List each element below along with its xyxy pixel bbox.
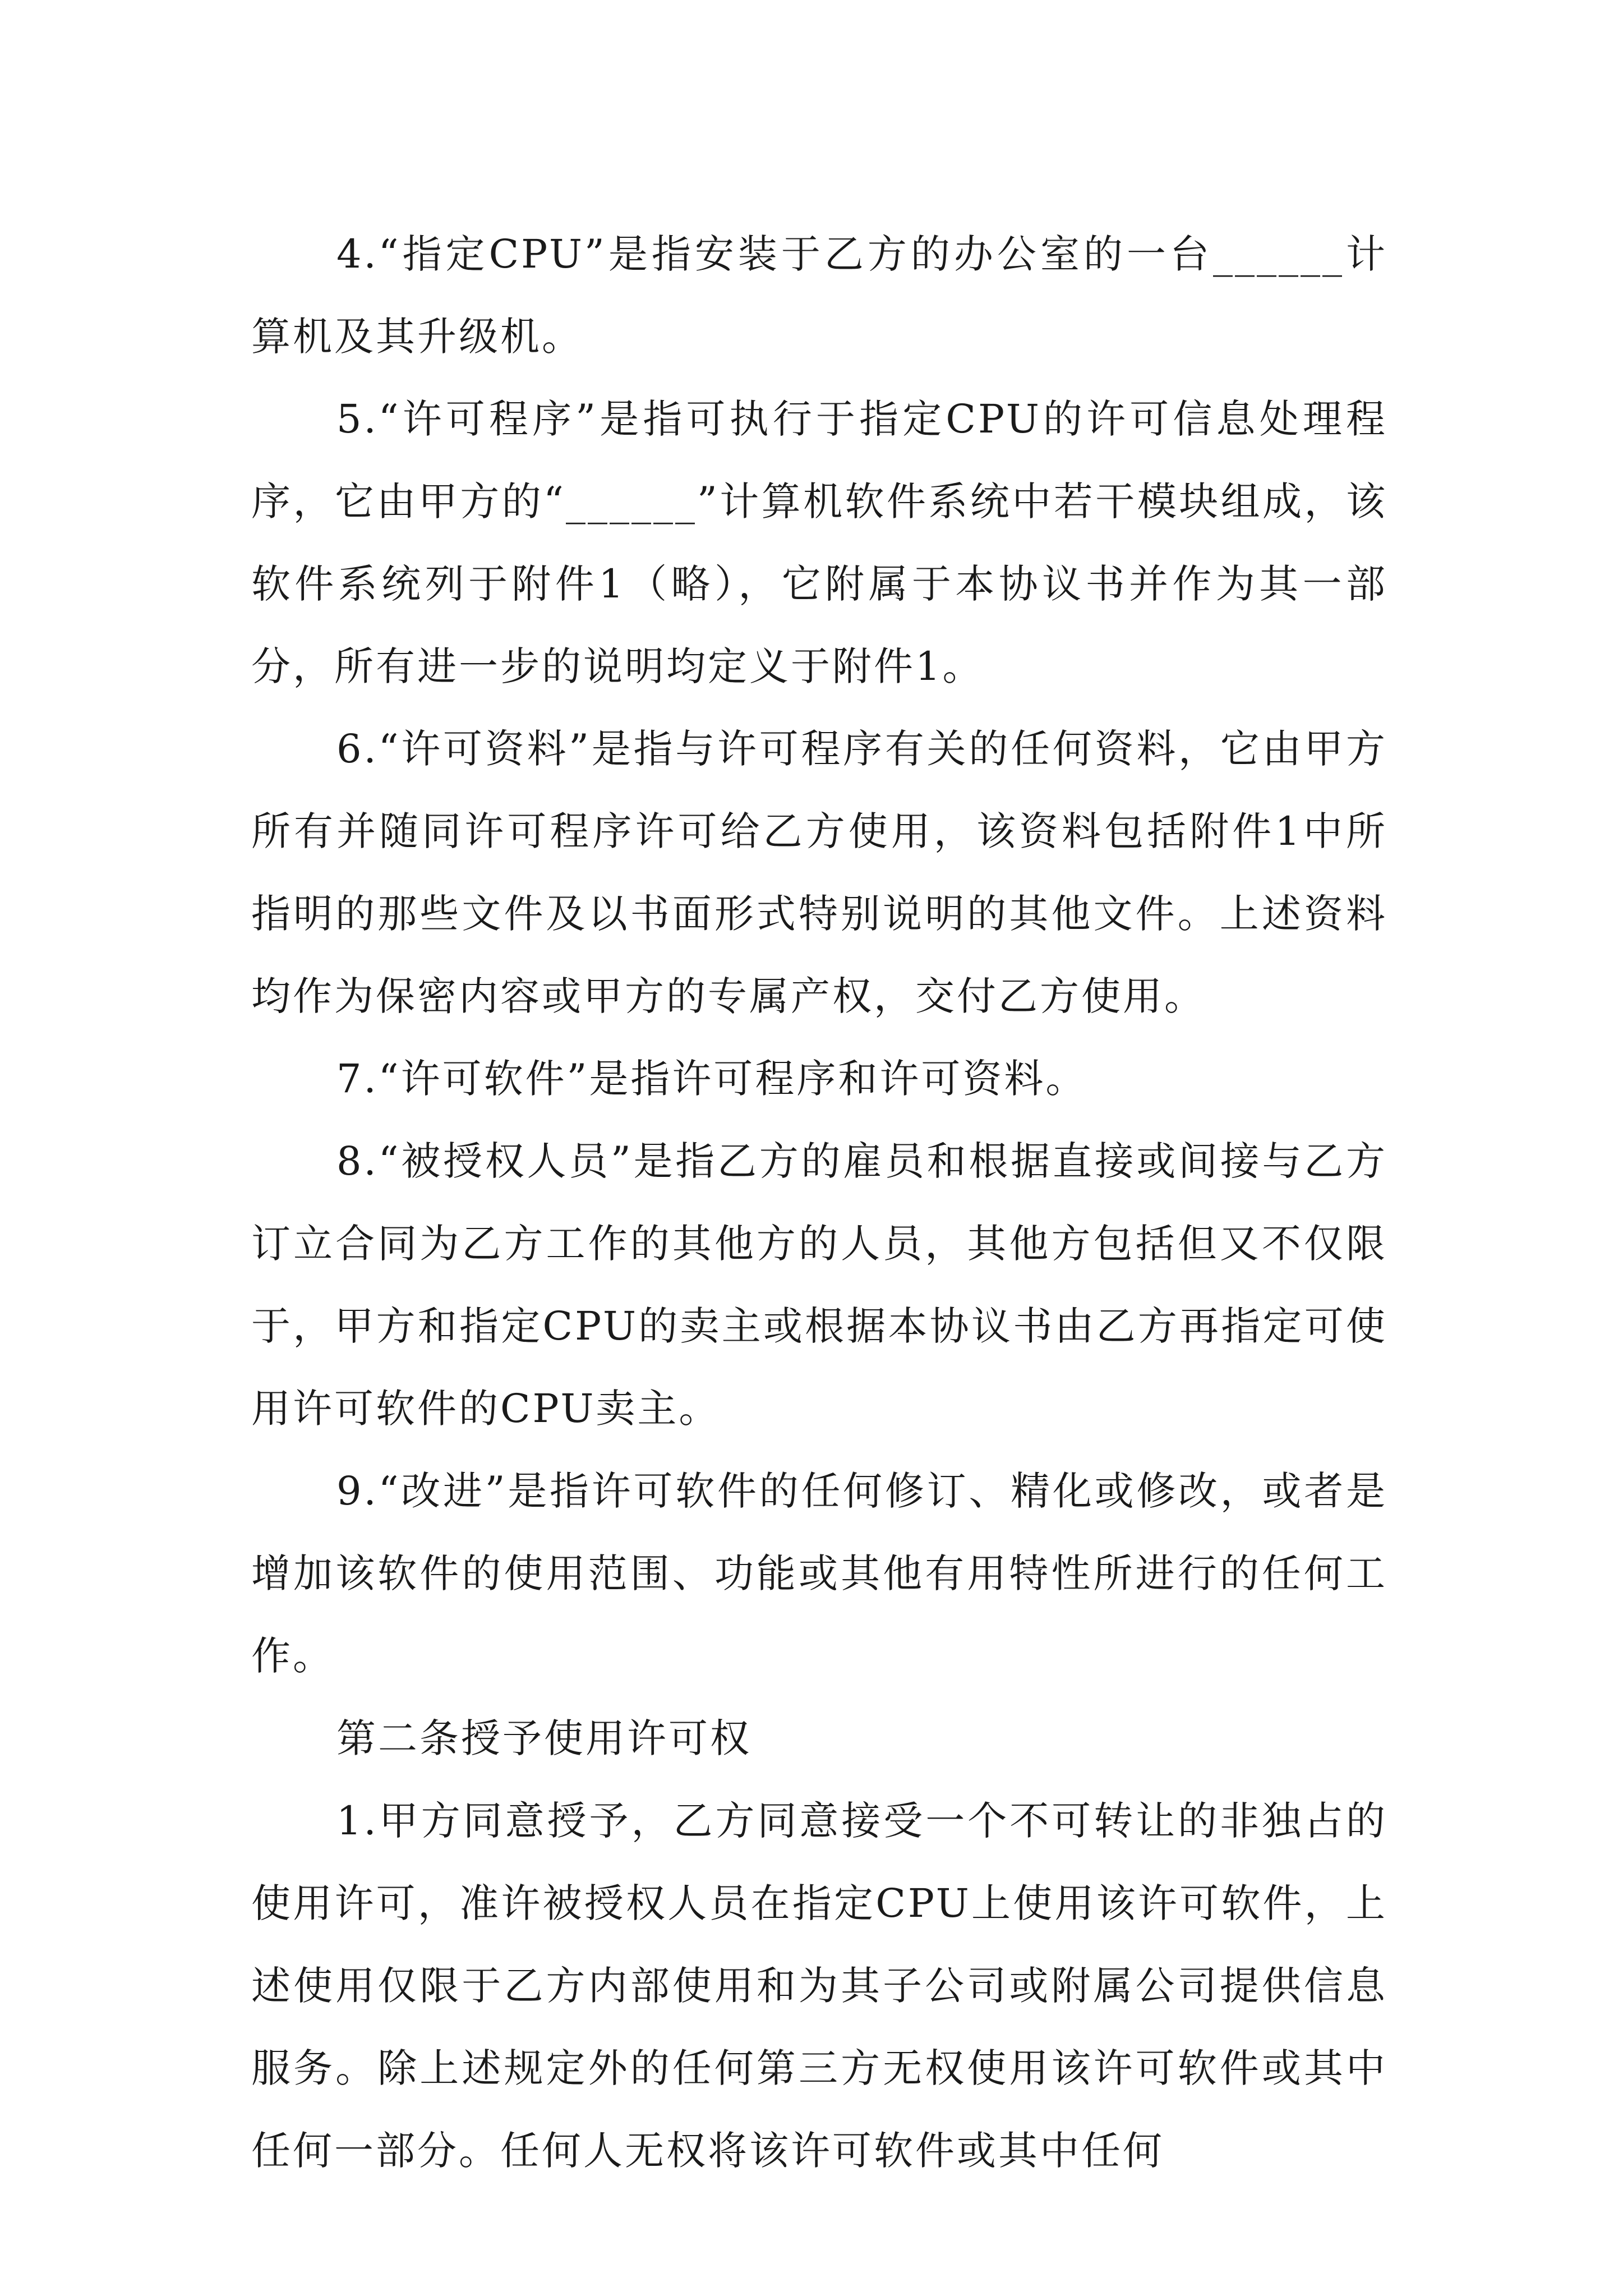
- section-heading: 第二条授予使用许可权: [336, 1715, 751, 1761]
- paragraph-definition-4: 4.“指定CPU”是指安装于乙方的办公室的一台______计算机及其升级机。: [251, 231, 1387, 360]
- document-body: [251, 213, 1387, 2192]
- paragraph-definition-5: 5.“许可程序”是指可执行于指定CPU的许可信息处理程序，它由甲方的“______”计算机软件系统中若干模块组成，该软件系统列于附件1（略），它附属于本协议书并作为其一部分，所有进一步的说明均定义于附件1。: [251, 396, 1387, 689]
- paragraph-definition-7: 7.“许可软件”是指许可程序和许可资料。: [336, 1056, 1087, 1102]
- paragraph-definition-8: 8.“被授权人员”是指乙方的雇员和根据直接或间接与乙方订立合同为乙方工作的其他方的人员，其他方包括但又不仅限于，甲方和指定CPU的卖主或根据本协议书由乙方再指定可使用许可软件的CPU卖主。: [251, 1138, 1387, 1432]
- paragraph-license-grant-1: 1.甲方同意授予，乙方同意接受一个不可转让的非独占的使用许可，准许被授权人员在指定CPU上使用该许可软件，上述使用仅限于乙方内部使用和为其子公司或附属公司提供信息服务。除上述规定外的任何第三方无权使用该许可软件或其中任何一部分。任何人无权将该许可软件或其中任何: [251, 1798, 1387, 2174]
- paragraph-definition-9: 9.“改进”是指许可软件的任何修订、精化或修改，或者是增加该软件的使用范围、功能或其他有用特性所进行的任何工作。: [251, 1468, 1387, 1679]
- paragraph-definition-6: 6.“许可资料”是指与许可程序有关的任何资料，它由甲方所有并随同许可程序许可给乙方使用，该资料包括附件1中所指明的那些文件及以书面形式特别说明的其他文件。上述资料均作为保密内容或甲方的专属产权，交付乙方使用。: [251, 726, 1387, 1019]
